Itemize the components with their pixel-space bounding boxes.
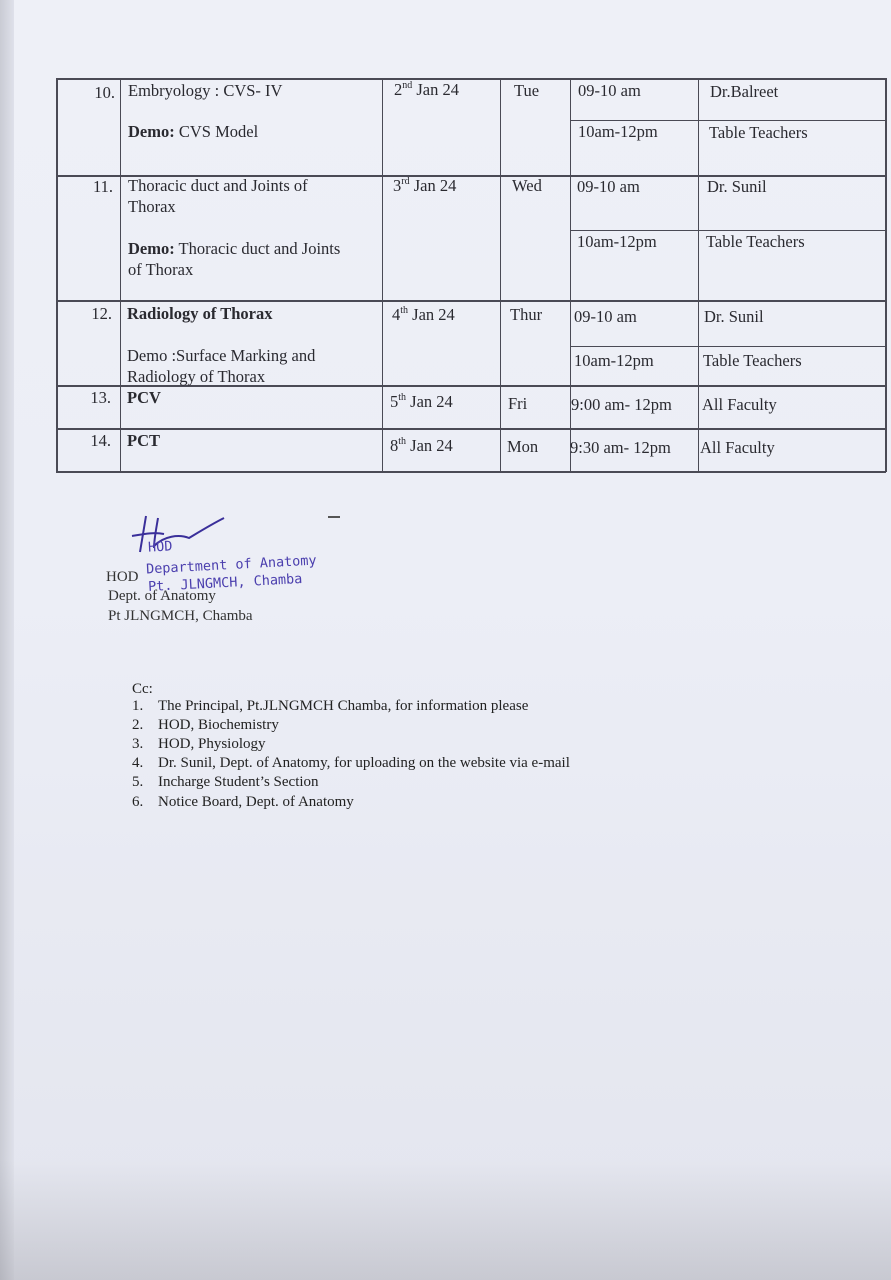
time-slot: 10am-12pm bbox=[578, 122, 658, 141]
topic-text: Thoracic duct and Joints of bbox=[128, 176, 308, 195]
time-slot: 09-10 am bbox=[578, 81, 641, 100]
stamp-college: Pt. JLNGMCH, Chamba bbox=[147, 570, 303, 596]
date-text: 5th Jan 24 bbox=[390, 391, 453, 411]
teacher-name: Dr. Sunil bbox=[704, 307, 764, 326]
cc-item: 5. Incharge Student’s Section bbox=[132, 774, 319, 790]
time-slot: 9:00 am- 12pm bbox=[571, 395, 672, 414]
demo-text: Demo :Surface Marking and bbox=[127, 346, 316, 365]
paper-edge bbox=[0, 0, 14, 1280]
topic-text: Embryology : CVS- IV bbox=[128, 81, 283, 100]
topic-text: PCT bbox=[127, 431, 160, 450]
cc-item: 4. Dr. Sunil, Dept. of Anatomy, for uploading on the website via e-mail bbox=[132, 755, 570, 771]
cc-item: 3. HOD, Physiology bbox=[132, 736, 266, 752]
teacher-name: Dr.Balreet bbox=[710, 82, 779, 101]
time-slot: 09-10 am bbox=[577, 177, 640, 196]
page-shadow bbox=[0, 1160, 891, 1280]
topic-text: Thorax bbox=[128, 197, 176, 216]
teacher-name: Table Teachers bbox=[703, 351, 802, 370]
cc-item: 2. HOD, Biochemistry bbox=[132, 717, 279, 733]
topic-text: PCV bbox=[127, 388, 161, 407]
weekday-text: Mon bbox=[507, 437, 539, 456]
demo-text: Radiology of Thorax bbox=[127, 367, 266, 386]
demo-text: Demo: CVS Model bbox=[128, 122, 259, 141]
weekday-text: Tue bbox=[514, 81, 540, 100]
row-number: 13. bbox=[90, 388, 111, 407]
teacher-name: All Faculty bbox=[702, 395, 777, 414]
weekday-text: Fri bbox=[508, 394, 528, 413]
cc-item: 6. Notice Board, Dept. of Anatomy bbox=[132, 794, 354, 810]
row-number: 10. bbox=[94, 83, 115, 102]
demo-text: Demo: Thoracic duct and Joints bbox=[128, 239, 341, 258]
date-text: 4th Jan 24 bbox=[392, 304, 455, 324]
row-number: 12. bbox=[91, 304, 112, 323]
time-slot: 9:30 am- 12pm bbox=[570, 438, 671, 457]
signatory-college: Pt JLNGMCH, Chamba bbox=[108, 608, 253, 624]
signatory-title: HOD bbox=[106, 569, 139, 585]
row-number: 11. bbox=[92, 177, 113, 196]
time-slot: 10am-12pm bbox=[574, 351, 654, 370]
teacher-name: Table Teachers bbox=[706, 232, 805, 251]
cc-label: Cc: bbox=[132, 681, 153, 697]
teacher-name: Dr. Sunil bbox=[707, 177, 767, 196]
date-text: 3rd Jan 24 bbox=[393, 175, 457, 195]
time-slot: 09-10 am bbox=[574, 307, 637, 326]
teacher-name: Table Teachers bbox=[709, 123, 808, 142]
date-text: 2nd Jan 24 bbox=[394, 79, 459, 99]
signatory-department: Dept. of Anatomy bbox=[108, 588, 216, 604]
cc-item: 1. The Principal, Pt.JLNGMCH Chamba, for information please bbox=[132, 698, 529, 714]
demo-text: of Thorax bbox=[128, 260, 194, 279]
date-text: 8th Jan 24 bbox=[390, 435, 453, 455]
teacher-name: All Faculty bbox=[700, 438, 775, 457]
topic-text: Radiology of Thorax bbox=[127, 304, 273, 323]
weekday-text: Thur bbox=[510, 305, 543, 324]
time-slot: 10am-12pm bbox=[577, 232, 657, 251]
stamp-department: Department of Anatomy bbox=[145, 552, 317, 578]
row-number: 14. bbox=[90, 431, 111, 450]
weekday-text: Wed bbox=[512, 176, 542, 195]
signature-scribble bbox=[124, 510, 234, 558]
signature-block bbox=[106, 510, 366, 630]
stamp-hod: HOD bbox=[147, 538, 173, 556]
